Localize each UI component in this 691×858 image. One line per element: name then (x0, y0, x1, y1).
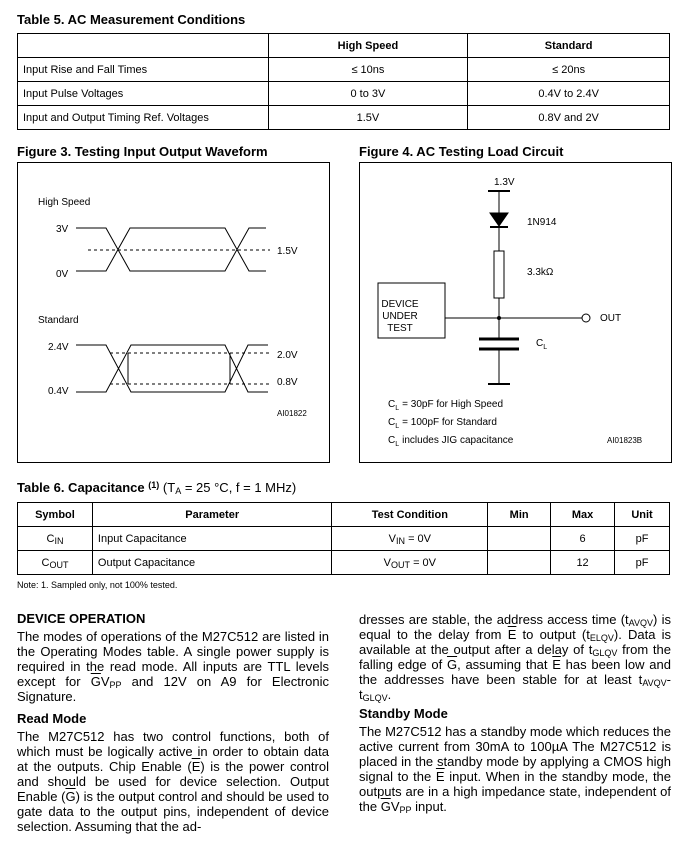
table6-max: 6 (551, 527, 615, 551)
table6-header: Test Condition (332, 503, 488, 527)
diode-symbol (490, 213, 508, 226)
table6-note: Note: 1. Sampled only, not 100% tested. (17, 580, 178, 590)
cl-note3: $C_L$ includes JIG capacitance (388, 435, 514, 448)
st-ref-high: 2.0V (277, 350, 298, 361)
cap-label: $C_L$ (536, 338, 548, 351)
table5-title: Table 5. AC Measurement Conditions (17, 12, 246, 27)
hs-label: High Speed (38, 197, 91, 208)
figure3-waveform (17, 162, 330, 463)
read-mode-paragraph: The M27C512 has two control functions, both of which must be logically active in order to obtain data at the outputs. Chip Enable $(\overline{E})$ is the power control and should be used for device selection. Output Enable $(\overline{G})$ is the output control and should be used to gate data to the output pins, independent of device selection. Assuming that the ad- (17, 729, 330, 834)
figure4-load-circuit (359, 162, 672, 463)
st-ref-low: 0.8V (277, 377, 298, 388)
hs-waveform (76, 228, 266, 271)
table-row (18, 82, 670, 106)
standby-mode-paragraph: The M27C512 has a standby mode which reduces the active current from 30mA to 100µA The M27C512 is placed in the standby mode by applying a CMOS high signal to the $\overline{E}$ input. When in the standby mode, the outputs are in a high impedance state, independent of the $\overline{G}V_{PP}$ input. (359, 724, 672, 815)
table5-header-empty (18, 34, 269, 58)
table6-min (488, 551, 551, 575)
hs-v-low: 0V (56, 269, 69, 280)
table5 (17, 33, 670, 130)
fig4-code: AI01823B (607, 436, 643, 445)
table6-param: Output Capacitance (92, 551, 332, 575)
read-mode-heading: Read Mode (17, 711, 87, 726)
table5-cell: Input Pulse Voltages (18, 82, 269, 106)
table5-cell: ≤ 10ns (268, 58, 468, 82)
table6-symbol: $C_{IN}$ (18, 527, 93, 551)
table6-title: Table 6. Capacitance $^{(1)}$ ($T_A = 25$ °C, f = 1 MHz) (17, 480, 297, 496)
table6-param: Input Capacitance (92, 527, 332, 551)
table6-header: Parameter (92, 503, 332, 527)
table5-header-standard: Standard (468, 34, 670, 58)
cl-note1: $C_L = 30pF$ for High Speed (388, 399, 504, 412)
read-mode-paragraph-continued: dresses are stable, the address access time $(t_{AVQV})$ is equal to the delay from $\overline{E}$ to output $(t_{ELQV})$. Data is available at the output after a delay of $t_{GLQV}$ from the falling edge of $\overline{G}$, assuming that $\overline{E}$ has been low and the addresses have been stable for at least $t_{AVQV}-t_{GLQV}$. (359, 612, 672, 703)
hs-ref: 1.5V (277, 246, 298, 257)
table-row (18, 551, 670, 575)
table5-cell: Input Rise and Fall Times (18, 58, 269, 82)
table6-symbol: $C_{OUT}$ (18, 551, 93, 575)
table6-cond: $V_{OUT} = 0V$ (332, 551, 488, 575)
resistor-symbol (494, 251, 504, 298)
dut-line3: TEST (387, 323, 413, 334)
diode-label: 1N914 (527, 217, 557, 228)
table6 (17, 502, 670, 575)
table5-cell: 0.8V and 2V (468, 106, 670, 130)
device-operation-heading: DEVICE OPERATION (17, 611, 146, 626)
out-label: OUT (600, 313, 622, 324)
table-row (18, 527, 670, 551)
table5-cell: 1.5V (268, 106, 468, 130)
table6-min (488, 527, 551, 551)
device-operation-paragraph: The modes of operations of the M27C512 are listed in the Operating Modes table. A single power supply is required in the read mode. All inputs are TTL levels except for $\overline{G}V_{PP}$ and 12V on A9 for Electronic Signature. (17, 629, 330, 704)
st-label: Standard (38, 315, 79, 326)
figure4-title: Figure 4. AC Testing Load Circuit (359, 144, 564, 159)
figure3-title: Figure 3. Testing Input Output Waveform (17, 144, 268, 159)
resistor-label: 3.3kΩ (527, 267, 554, 278)
standby-mode-heading: Standby Mode (359, 706, 448, 721)
dut-line2: UNDER (382, 311, 418, 322)
table6-header: Unit (615, 503, 670, 527)
table6-unit: pF (615, 527, 670, 551)
load-circuit-diagram (360, 163, 671, 462)
table5-cell: 0.4V to 2.4V (468, 82, 670, 106)
table6-max: 12 (551, 551, 615, 575)
st-v-low: 0.4V (48, 386, 69, 397)
fig3-code: AI01822 (277, 409, 307, 418)
table6-header: Symbol (18, 503, 93, 527)
table5-cell: Input and Output Timing Ref. Voltages (18, 106, 269, 130)
table6-header: Max (551, 503, 615, 527)
table-row (18, 106, 670, 130)
table-row (18, 58, 670, 82)
table5-cell: ≤ 20ns (468, 58, 670, 82)
table6-header: Min (488, 503, 551, 527)
table5-header-high-speed: High Speed (268, 34, 468, 58)
hs-v-high: 3V (56, 224, 69, 235)
cl-note2: $C_L = 100pF$ for Standard (388, 417, 497, 430)
out-terminal (582, 314, 590, 322)
st-waveform (76, 345, 268, 392)
dut-line1: DEVICE (381, 299, 419, 310)
waveform-diagram (18, 163, 329, 462)
supply-label: 1.3V (494, 177, 515, 188)
table6-unit: pF (615, 551, 670, 575)
table6-cond: $V_{IN} = 0V$ (332, 527, 488, 551)
st-v-high: 2.4V (48, 342, 69, 353)
table5-cell: 0 to 3V (268, 82, 468, 106)
